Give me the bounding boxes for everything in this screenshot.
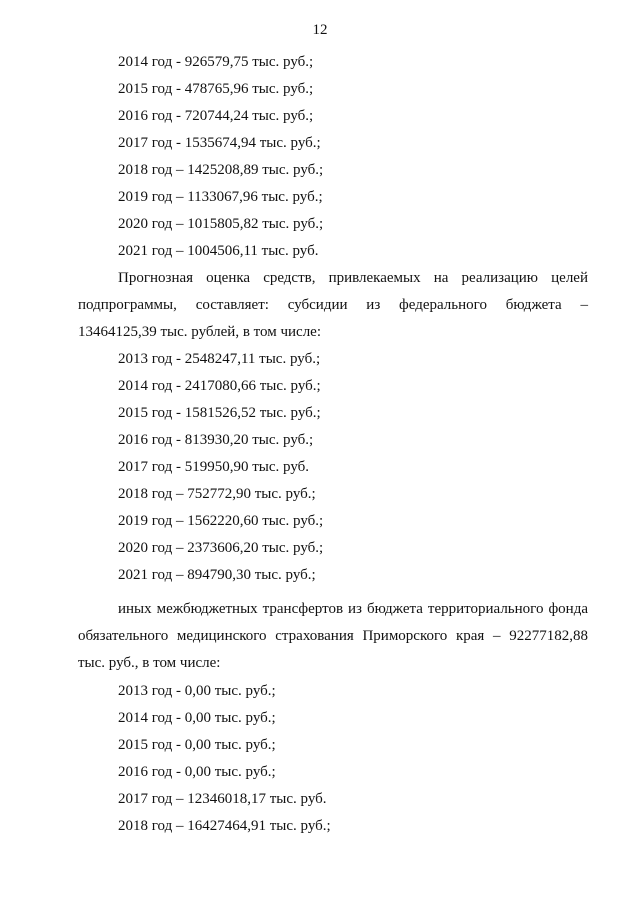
- paragraph-word: бюджета: [505, 297, 562, 313]
- list-item: 2016 год - 813930,20 тыс. руб.;: [118, 432, 314, 448]
- list-item: 2016 год - 720744,24 тыс. руб.;: [118, 108, 314, 124]
- list-item: 2019 год – 1562220,60 тыс. руб.;: [118, 513, 324, 529]
- paragraph-word: субсидии: [287, 297, 348, 313]
- list-item: 2018 год – 752772,90 тыс. руб.;: [118, 486, 316, 502]
- paragraph-word: федерального: [399, 297, 487, 313]
- list-item: 2018 год – 16427464,91 тыс. руб.;: [118, 818, 331, 834]
- paragraph-line: [78, 295, 588, 322]
- list-item: 2017 год - 1535674,94 тыс. руб.;: [118, 135, 321, 151]
- paragraph-word: –: [580, 297, 588, 313]
- paragraph-text: [118, 268, 588, 295]
- paragraph-line: 13464125,39 тыс. рублей, в том числе:: [78, 324, 322, 340]
- funding-list-3: [78, 681, 588, 843]
- list-item: 2020 год – 2373606,20 тыс. руб.;: [118, 540, 324, 556]
- list-item: 2018 год – 1425208,89 тыс. руб.;: [118, 162, 324, 178]
- paragraph-word: составляет:: [195, 297, 269, 313]
- page-number: 12: [312, 22, 328, 38]
- list-item: 2014 год - 2417080,66 тыс. руб.;: [118, 378, 321, 394]
- list-item: 2016 год - 0,00 тыс. руб.;: [118, 764, 276, 780]
- list-item: 2013 год - 0,00 тыс. руб.;: [118, 683, 276, 699]
- paragraph-word: подпрограммы,: [78, 297, 177, 313]
- funding-list-1: [78, 52, 588, 268]
- list-item: 2020 год – 1015805,82 тыс. руб.;: [118, 216, 324, 232]
- paragraph-word: целей: [551, 270, 588, 286]
- paragraph-word: на: [433, 270, 449, 286]
- paragraph-word: оценка: [206, 270, 251, 286]
- list-item: 2021 год – 1004506,11 тыс. руб.: [118, 243, 319, 259]
- list-item: 2017 год – 12346018,17 тыс. руб.: [118, 791, 327, 807]
- paragraph-word: средств,: [263, 270, 316, 286]
- paragraph-word: реализацию: [461, 270, 539, 286]
- paragraph-word: привлекаемых: [328, 270, 421, 286]
- paragraph-line: [78, 268, 588, 295]
- list-item: 2021 год – 894790,30 тыс. руб.;: [118, 567, 316, 583]
- funding-list-2: [78, 349, 588, 592]
- forecast-paragraph: [78, 268, 588, 349]
- list-item: 2013 год - 2548247,11 тыс. руб.;: [118, 351, 321, 367]
- list-item: 2014 год - 926579,75 тыс. руб.;: [118, 54, 314, 70]
- list-item: 2015 год - 478765,96 тыс. руб.;: [118, 81, 314, 97]
- list-item: 2015 год - 0,00 тыс. руб.;: [118, 737, 276, 753]
- list-item: 2014 год - 0,00 тыс. руб.;: [118, 710, 276, 726]
- transfers-paragraph: иных межбюджетных трансфертов из бюджета территориального фонда обязательного медицинского страхования Приморского края – 92277182,88 тыс. руб., в том числе:: [78, 601, 588, 671]
- paragraph-word: из: [366, 297, 381, 313]
- list-item: 2015 год - 1581526,52 тыс. руб.;: [118, 405, 321, 421]
- page-content: [78, 52, 588, 843]
- list-item: 2017 год - 519950,90 тыс. руб.: [118, 459, 310, 475]
- paragraph-word: Прогнозная: [118, 270, 194, 286]
- list-item: 2019 год – 1133067,96 тыс. руб.;: [118, 189, 323, 205]
